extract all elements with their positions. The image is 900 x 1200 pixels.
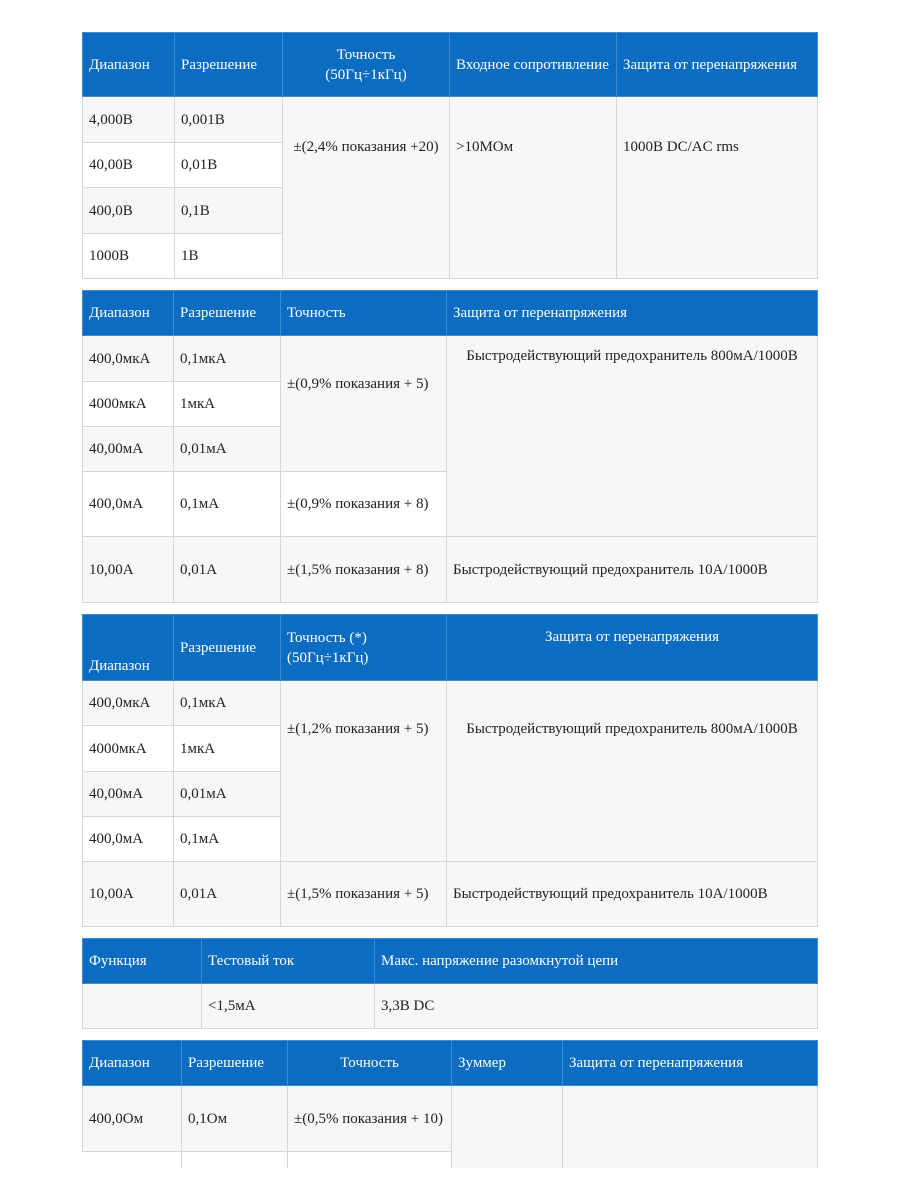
cell-accuracy: ±(0,5% показания + 10): [288, 1086, 452, 1152]
resistance-spec-table: [82, 1040, 818, 1168]
cell-resolution: 0,1мкА: [174, 681, 281, 726]
cell-resolution: 0,01мА: [174, 427, 281, 472]
header-protection: Защита от перенапряжения: [617, 33, 818, 97]
cell-protection: 1000В DC/AC rms: [617, 97, 818, 279]
cell-resolution: 0,1В: [175, 188, 283, 234]
cell-range: 400,0мкА: [83, 681, 174, 726]
header-accuracy-label: Точность: [336, 46, 396, 63]
cell-range: 4000мкА: [83, 726, 174, 772]
header-input-impedance: Входное сопротивление: [450, 33, 617, 97]
header-accuracy-frequency: (50Гц÷1кГц): [325, 66, 407, 83]
cell-range: 400,0мА: [83, 817, 174, 862]
cell-range: 40,00мА: [83, 427, 174, 472]
cell-resolution: 1мкА: [174, 726, 281, 772]
cell-range: 10,00А: [83, 537, 174, 603]
cell-range: 40,00В: [83, 143, 175, 188]
header-protection: Защита от перенапряжения: [447, 291, 818, 336]
header-max-open-voltage: Макс. напряжение разомкнутой цепи: [375, 939, 818, 984]
header-range: Диапазон: [83, 615, 174, 681]
cell-accuracy: ±(1,5% показания + 5): [281, 862, 447, 927]
cell-range: 4000мкА: [83, 382, 174, 427]
header-accuracy: Точность: [288, 1041, 452, 1086]
cell-resolution: 0,1Ом: [182, 1086, 288, 1152]
cell-empty: [182, 1152, 288, 1169]
header-protection: Защита от перенапряжения: [447, 615, 818, 681]
header-range: Диапазон: [83, 33, 175, 97]
header-accuracy: Точность: [281, 291, 447, 336]
header-resolution: Разрешение: [182, 1041, 288, 1086]
cell-resolution: 0,1мкА: [174, 336, 281, 382]
header-test-current: Тестовый ток: [202, 939, 375, 984]
cell-protection: [563, 1086, 818, 1169]
cell-resolution: 0,01А: [174, 537, 281, 603]
header-resolution: Разрешение: [174, 615, 281, 681]
cell-accuracy: ±(2,4% показания +20): [283, 97, 450, 279]
cell-range: 400,0В: [83, 188, 175, 234]
cell-resolution: 1В: [175, 234, 283, 279]
header-resolution: Разрешение: [175, 33, 283, 97]
cell-range: 400,0Ом: [83, 1086, 182, 1152]
cell-range: 400,0мА: [83, 472, 174, 537]
header-range: Диапазон: [83, 1041, 182, 1086]
cell-accuracy: ±(0,9% показания + 8): [281, 472, 447, 537]
cell-resolution: 0,01А: [174, 862, 281, 927]
cell-test-current: <1,5мА: [202, 984, 375, 1029]
cell-buzzer: [452, 1086, 563, 1169]
cell-protection: Быстродействующий предохранитель 10А/1000В: [447, 537, 818, 603]
cell-accuracy: ±(1,2% показания + 5): [281, 681, 447, 862]
header-buzzer: Зуммер: [452, 1041, 563, 1086]
cell-protection: Быстродействующий предохранитель 800мА/1000В: [447, 336, 818, 537]
cell-resolution: 0,1мА: [174, 472, 281, 537]
cell-max-open-voltage: 3,3В DC: [375, 984, 818, 1029]
cell-empty: [83, 1152, 182, 1169]
header-range: Диапазон: [83, 291, 174, 336]
header-accuracy-label: Точность (*): [287, 629, 367, 646]
header-resolution: Разрешение: [174, 291, 281, 336]
cell-protection: Быстродействующий предохранитель 800мА/1000В: [447, 681, 818, 862]
cell-resolution: 0,1мА: [174, 817, 281, 862]
header-function: Функция: [83, 939, 202, 984]
cell-range: 4,000В: [83, 97, 175, 143]
cell-protection: Быстродействующий предохранитель 10А/1000В: [447, 862, 818, 927]
cell-resolution: 0,01мА: [174, 772, 281, 817]
cell-accuracy: ±(1,5% показания + 8): [281, 537, 447, 603]
cell-accuracy: ±(0,9% показания + 5): [281, 336, 447, 472]
cell-range: 1000В: [83, 234, 175, 279]
cell-range: 400,0мкА: [83, 336, 174, 382]
cell-empty: [288, 1152, 452, 1169]
cell-resolution: 0,01В: [175, 143, 283, 188]
cell-range: 40,00мА: [83, 772, 174, 817]
cell-input-impedance: >10МОм: [450, 97, 617, 279]
header-protection: Защита от перенапряжения: [563, 1041, 818, 1086]
header-accuracy-frequency: (50Гц÷1кГц): [287, 649, 369, 666]
cell-resolution: 1мкА: [174, 382, 281, 427]
cell-range: 10,00А: [83, 862, 174, 927]
cell-resolution: 0,001В: [175, 97, 283, 143]
